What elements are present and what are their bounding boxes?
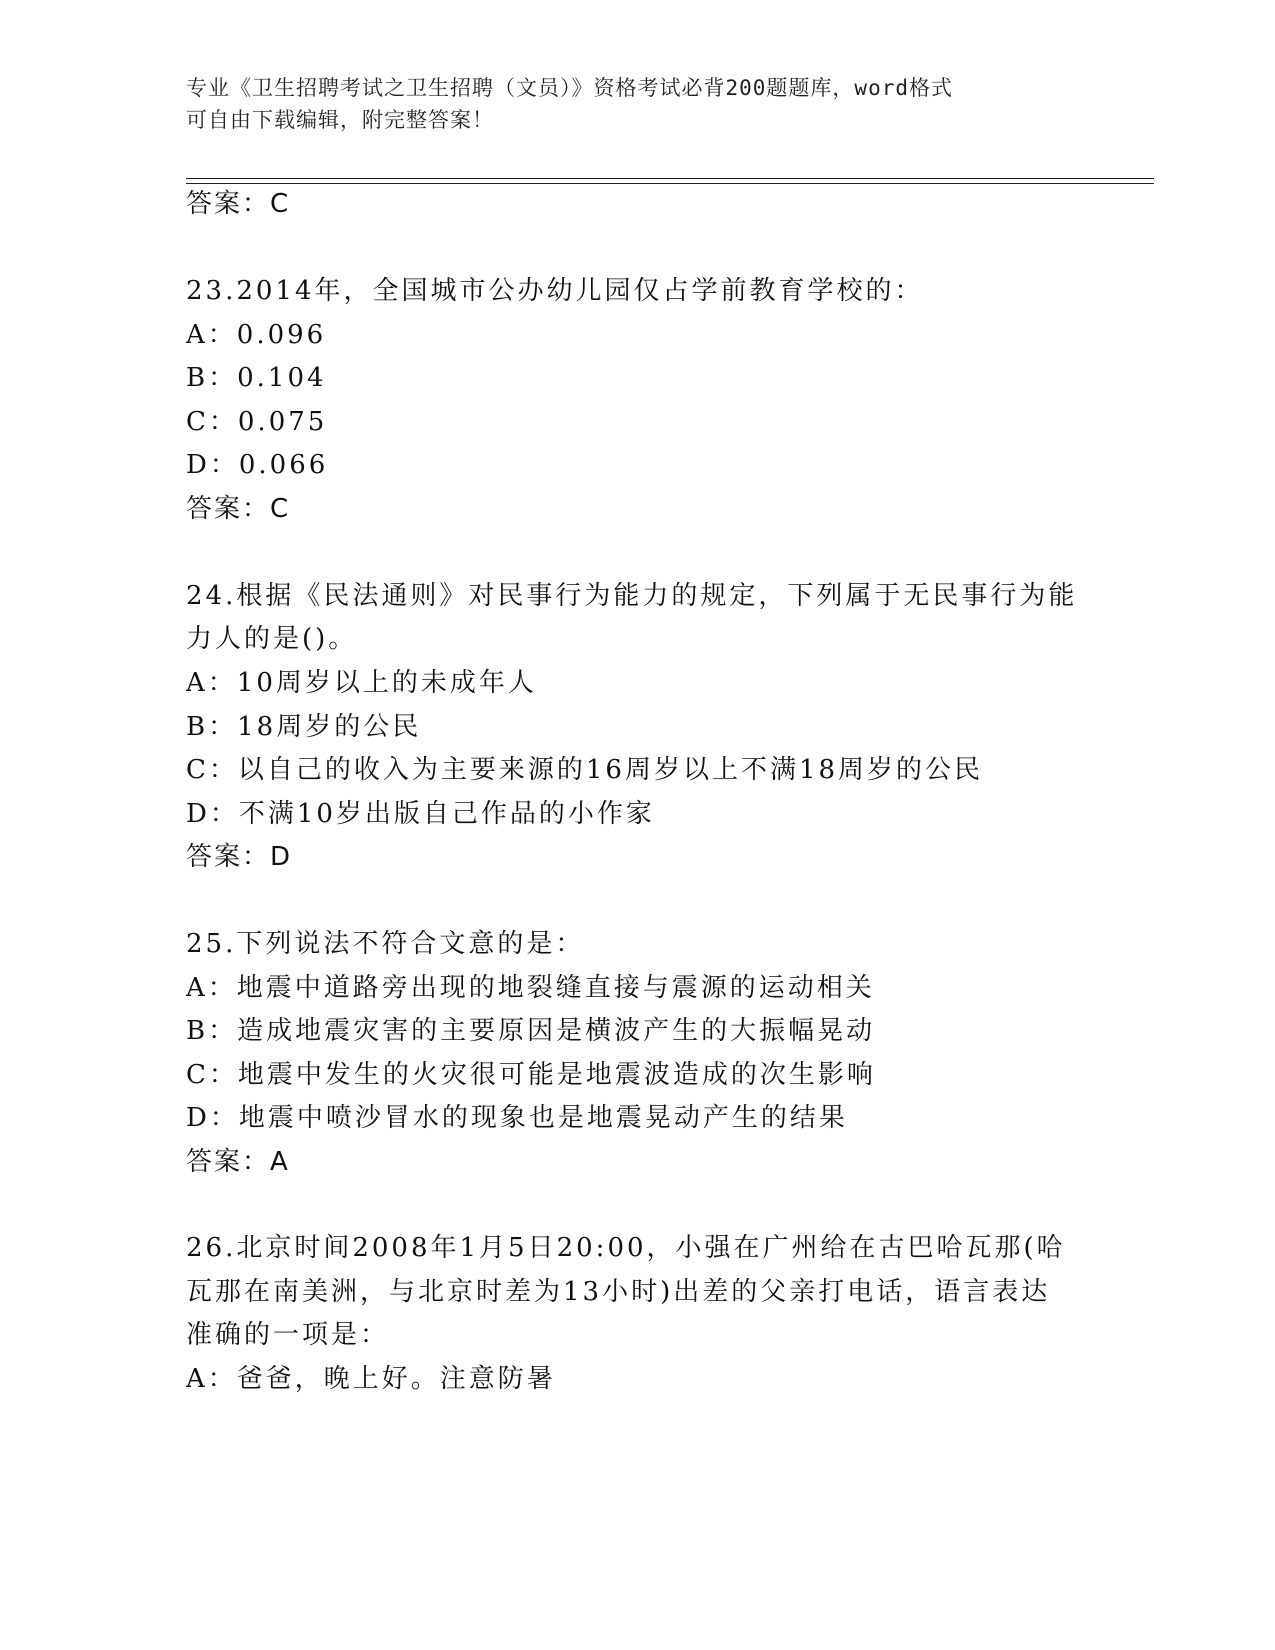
option-line: C：以自己的收入为主要来源的16周岁以上不满18周岁的公民 bbox=[186, 755, 984, 785]
option-line: A：0.096 bbox=[186, 320, 327, 350]
option-line: C：0.075 bbox=[186, 407, 328, 437]
option-line: D：地震中喷沙冒水的现象也是地震晃动产生的结果 bbox=[186, 1103, 848, 1133]
option-line: A：爸爸，晚上好。注意防暑 bbox=[186, 1364, 556, 1394]
question-line: 23.2014年，全国城市公办幼儿园仅占学前教育学校的： bbox=[186, 276, 924, 306]
option-line: D：0.066 bbox=[186, 450, 329, 480]
question-line: 26.北京时间2008年1月5日20:00，小强在广州给在古巴哈瓦那(哈 bbox=[186, 1233, 1066, 1263]
answer-line: 答案：C bbox=[186, 494, 291, 524]
question-line: 24.根据《民法通则》对民事行为能力的规定，下列属于无民事行为能 bbox=[186, 581, 1078, 611]
header-divider-top bbox=[186, 178, 1154, 179]
question-line: 瓦那在南美洲，与北京时差为13小时)出差的父亲打电话，语言表达 bbox=[186, 1277, 1051, 1307]
answer-line: 答案：A bbox=[186, 1147, 290, 1177]
header-divider-bottom bbox=[186, 183, 1154, 184]
option-line: C：地震中发生的火灾很可能是地震波造成的次生影响 bbox=[186, 1060, 876, 1090]
option-line: A：10周岁以上的未成年人 bbox=[186, 668, 537, 698]
option-line: B：18周岁的公民 bbox=[186, 712, 422, 742]
document-header bbox=[186, 72, 1086, 136]
option-line: B：造成地震灾害的主要原因是横波产生的大振幅晃动 bbox=[186, 1016, 876, 1046]
header-line-2: 可自由下载编辑，附完整答案！ bbox=[186, 108, 494, 132]
option-line: A：地震中道路旁出现的地裂缝直接与震源的运动相关 bbox=[186, 973, 875, 1003]
question-line: 力人的是()。 bbox=[186, 624, 358, 654]
option-line: B：0.104 bbox=[186, 363, 327, 393]
answer-line: 答案：D bbox=[186, 842, 293, 872]
option-line: D：不满10岁出版自己作品的小作家 bbox=[186, 799, 655, 829]
question-line: 准确的一项是： bbox=[186, 1320, 390, 1350]
answer-line: 答案：C bbox=[186, 189, 291, 219]
header-line-1: 专业《卫生招聘考试之卫生招聘（文员）》资格考试必背200题题库，word格式 bbox=[186, 76, 953, 100]
question-line: 25.下列说法不符合文意的是： bbox=[186, 929, 585, 959]
